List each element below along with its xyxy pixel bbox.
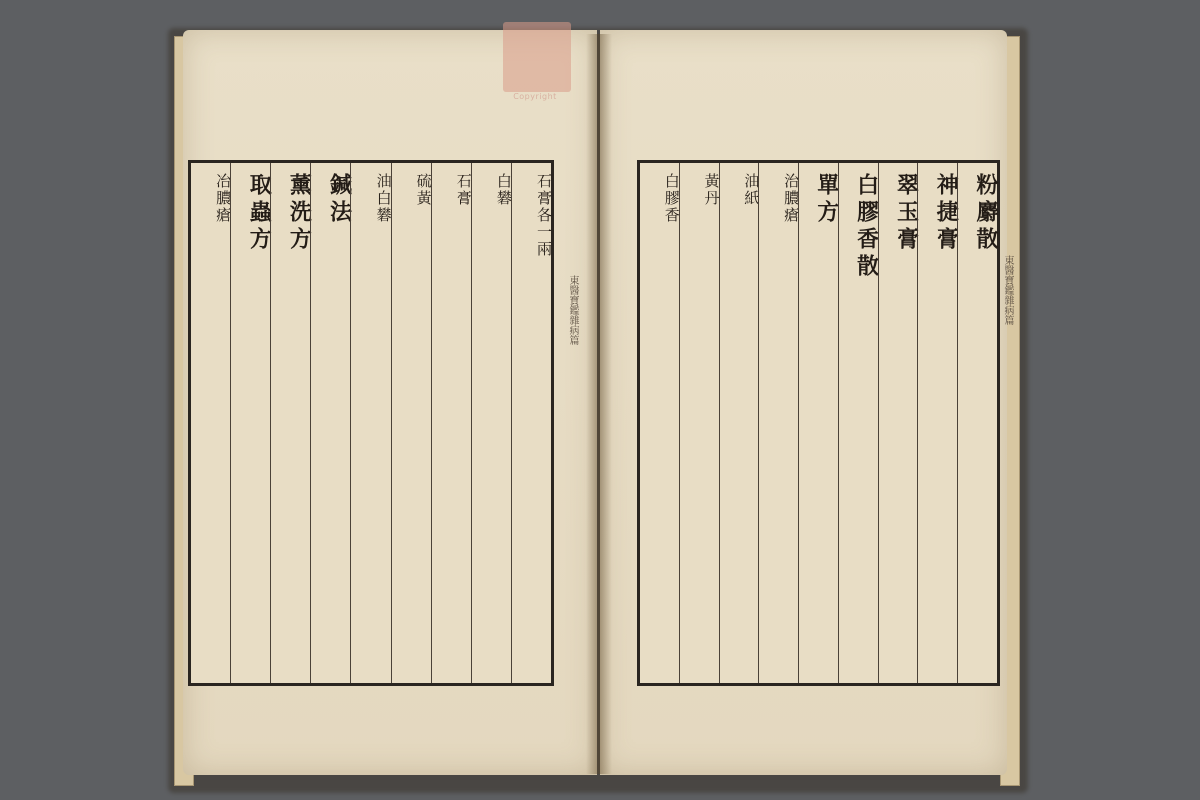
right-heading-column: 白膠香散: [838, 163, 878, 683]
left-text-frame: [188, 160, 554, 686]
right-column: 油紙: [719, 163, 759, 683]
left-column: 白礬: [471, 163, 511, 683]
right-heading-column: 粉麝散: [957, 163, 997, 683]
right-heading-column: 翠玉膏: [878, 163, 918, 683]
left-column: 石膏各一兩: [511, 163, 551, 683]
book-gutter: [586, 34, 612, 774]
left-columns: [191, 163, 551, 683]
left-heading-column: 取蟲方: [230, 163, 270, 683]
right-heading-column: 單方: [798, 163, 838, 683]
watermark-text: Copyright: [513, 92, 557, 101]
left-column: 石膏: [431, 163, 471, 683]
watermark-stamp: [503, 22, 571, 92]
right-text-frame: [637, 160, 1000, 686]
right-columns: [640, 163, 997, 683]
left-column: 硫黃: [391, 163, 431, 683]
right-margin-label: 東醫寶鑑雜病篇: [1002, 255, 1013, 325]
left-heading-column: 薰洗方: [270, 163, 310, 683]
right-column: 黃丹: [679, 163, 719, 683]
right-column: 治膿瘡: [758, 163, 798, 683]
left-column: 油白礬: [350, 163, 390, 683]
right-column: 白膠香: [662, 173, 681, 224]
left-column: 冶膿瘡: [214, 173, 233, 224]
left-margin-label: 東醫寶鑑雜病篇: [567, 275, 578, 345]
left-heading-column: 鍼法: [310, 163, 350, 683]
right-heading-column: 神捷膏: [917, 163, 957, 683]
